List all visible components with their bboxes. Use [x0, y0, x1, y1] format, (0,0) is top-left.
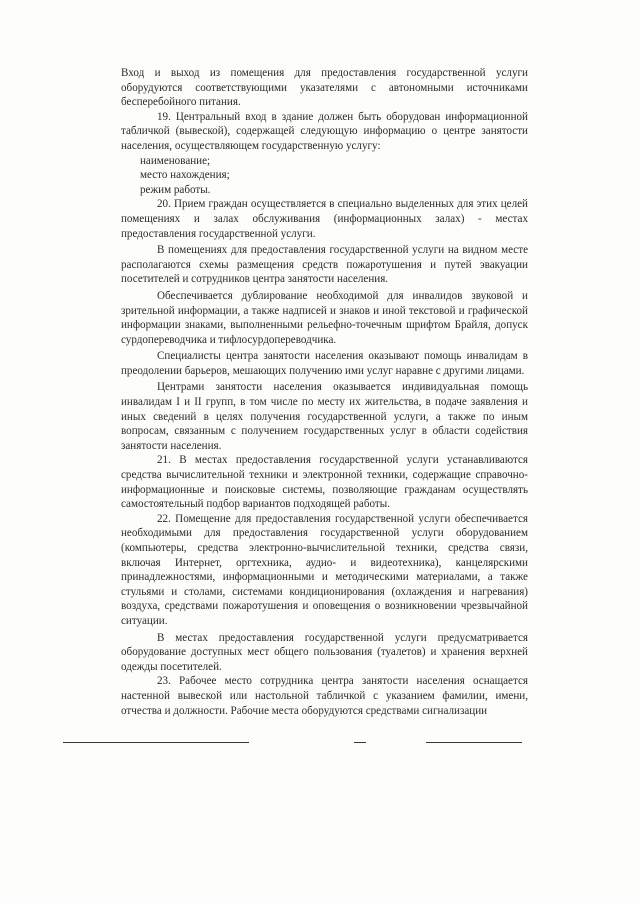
paragraph: Специалисты центра занятости населения оказывают помощь инвалидам в преодолении барьеров, мешающих получению ими услуг наравне с другими лицами.: [121, 350, 528, 377]
footer-line-middle: [354, 742, 366, 743]
paragraph: 21. В местах предоставления государственной услуги устанавливаются средства вычислительной техники и электронной техники, содержащие справочно-информационные и поисковые системы, позволяющие гражданам осуществлять самостоятельный подбор вариантов подходящей работы.: [121, 454, 528, 511]
paragraph: В местах предоставления государственной услуги предусматривается оборудование доступных мест общего пользования (туалетов) и хранения верхней одежды посетителей.: [121, 631, 528, 673]
footer-line-left: [63, 742, 249, 743]
paragraph: 20. Прием граждан осуществляется в специально выделенных для этих целей помещениях и залах обслуживания (информационных залах) - местах предоставления государственной услуги.: [121, 198, 528, 240]
paragraph: Обеспечивается дублирование необходимой для инвалидов звуковой и зрительной информации, а также надписей и знаков и иной текстовой и графической информации знаками, выполненными рельефно-точечным шрифтом Брайля, допуск сурдопереводчика и тифлосурдопереводчика.: [121, 289, 528, 346]
paragraph: место нахождения;: [140, 169, 230, 182]
paragraph: 22. Помещение для предоставления государственной услуги обеспечивается необходимыми для предоставления государственной услуги оборудованием (компьютеры, средства электронно-вычислительной техники, средства связи, включая Интернет, оргтехника, аудио- и видеотехника), канцелярскими принадлежностями, информационными и методическими материалами, а также стульями и столами, системами кондиционирования (охлаждения и нагревания) воздуха, средствами пожаротушения и оповещения о возникновении чрезвычайной ситуации.: [121, 512, 528, 627]
paragraph: Центрами занятости населения оказывается индивидуальная помощь инвалидам I и II групп, в том числе по месту их жительства, в подаче заявления и иных сведений в целях получения государственной услуги, а также по иным вопросам, связанным с получением государственных услуг в области содействия занятости населения.: [121, 381, 528, 452]
paragraph: В помещениях для предоставления государственной услуги на видном месте располагаются схемы размещения средств пожаротушения и путей эвакуации посетителей и сотрудников центра занятости населения.: [121, 244, 528, 286]
paragraph: 23. Рабочее место сотрудника центра занятости населения оснащается настенной вывеской или настольной табличкой с указанием фамилии, имени, отчества и должности. Рабочие места оборудуются средствами сигнализации: [121, 675, 528, 717]
paragraph: Вход и выход из помещения для предоставления государственной услуги оборудуются соответствующими указателями с автономными источниками бесперебойного питания.: [121, 67, 528, 109]
document-body: [121, 66, 528, 718]
footer-line-right: [426, 742, 522, 743]
paragraph: 19. Центральный вход в здание должен быть оборудован информационной табличкой (вывеской), содержащей следующую информацию о центре занятости населения, осуществляющем государственную услугу:: [121, 110, 528, 152]
paragraph: режим работы.: [140, 183, 211, 196]
paragraph: наименование;: [140, 154, 211, 167]
